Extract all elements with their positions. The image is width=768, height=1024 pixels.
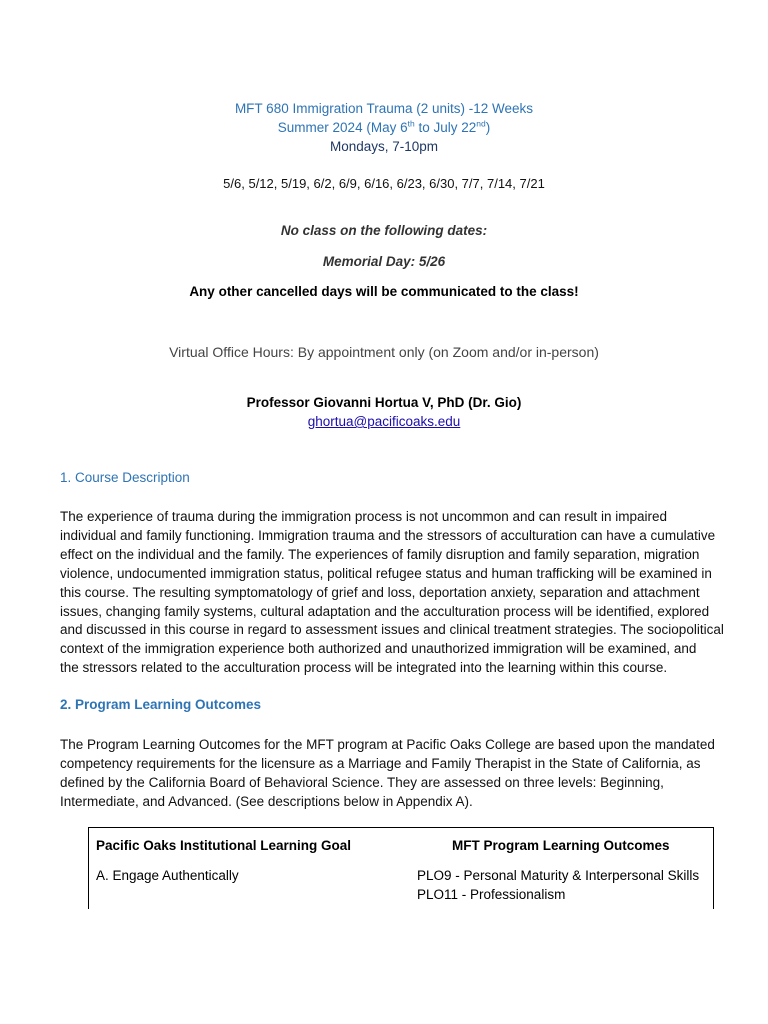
paragraph-line: individual and family functioning. Immigration trauma and the stressors of acculturation can have a cumulative <box>60 527 716 543</box>
learning-outcomes-table <box>88 827 714 909</box>
paragraph-line: The experience of trauma during the immigration process is not uncommon and can result in impaired <box>60 509 668 524</box>
term-close: ) <box>485 120 491 135</box>
table-header-outcomes: MFT Program Learning Outcomes <box>452 838 670 853</box>
table-header-goal: Pacific Oaks Institutional Learning Goal <box>96 838 352 853</box>
table-cell-outcome: PLO9 - Personal Maturity & Interpersonal Skills <box>417 868 700 883</box>
course-schedule: Mondays, 7-10pm <box>329 139 439 154</box>
program-outcomes-heading: 2. Program Learning Outcomes <box>60 697 262 712</box>
table-cell-outcome: PLO11 - Professionalism <box>417 887 566 902</box>
cancel-notice: Any other cancelled days will be communicated to the class! <box>189 284 579 299</box>
program-outcomes-text <box>60 736 740 812</box>
email-row <box>0 413 768 431</box>
table-cell-goal: A. Engage Authentically <box>96 868 239 883</box>
term-start: Summer 2024 (May 6 <box>277 120 408 135</box>
paragraph-line: context of the immigration experience both authorized and unauthorized immigration will be examined, and <box>60 641 697 657</box>
course-description-text <box>60 508 740 678</box>
paragraph-line: Intermediate, and Advanced. (See descriptions below in Appendix A). <box>60 793 473 809</box>
paragraph-line: and discussed in this course in regard to assessment issues and clinical treatment strategies. The sociopolitical <box>60 622 724 638</box>
paragraph-line: The Program Learning Outcomes for the MFT program at Pacific Oaks College are based upon the mandated <box>60 737 715 752</box>
paragraph-line: defined by the California Board of Behavioral Science. They are assessed on three levels: Beginning, <box>60 774 664 790</box>
paragraph-line: violence, undocumented immigration status, political refugee status and human trafficking will be examined in <box>60 565 712 581</box>
term-end-suffix: nd <box>476 118 486 129</box>
term-start-suffix: th <box>407 118 415 129</box>
office-hours: Virtual Office Hours: By appointment only (on Zoom and/or in-person) <box>169 344 599 360</box>
course-description-heading: 1. Course Description <box>60 470 190 485</box>
no-class-heading: No class on the following dates: <box>280 223 488 238</box>
class-dates: 5/6, 5/12, 5/19, 6/2, 6/9, 6/16, 6/23, 6/30, 7/7, 7/14, 7/21 <box>223 176 545 191</box>
paragraph-line: effect on the individual and the family. The experiences of family disruption and family separation, migration <box>60 546 700 562</box>
course-title: MFT 680 Immigration Trauma (2 units) -12 Weeks <box>234 101 534 116</box>
holiday-date: Memorial Day: 5/26 <box>322 254 446 269</box>
paragraph-line: this course. The resulting symptomatology of grief and loss, deportation anxiety, separation and attachment <box>60 584 700 600</box>
course-term <box>0 120 768 135</box>
paragraph-line: issues, changing family systems, cultural adaptation and the acculturation process will be identified, explored <box>60 603 710 619</box>
paragraph-line: the stressors related to the acculturation process will be integrated into the learning within this course. <box>60 660 668 676</box>
professor-name: Professor Giovanni Hortua V, PhD (Dr. Gio) <box>246 395 522 410</box>
professor-email-link[interactable]: ghortua@pacificoaks.edu <box>307 414 461 429</box>
paragraph-line: competency requirements for the licensure as a Marriage and Family Therapist in the State of California, as <box>60 755 701 771</box>
term-end: to July 22 <box>414 120 477 135</box>
